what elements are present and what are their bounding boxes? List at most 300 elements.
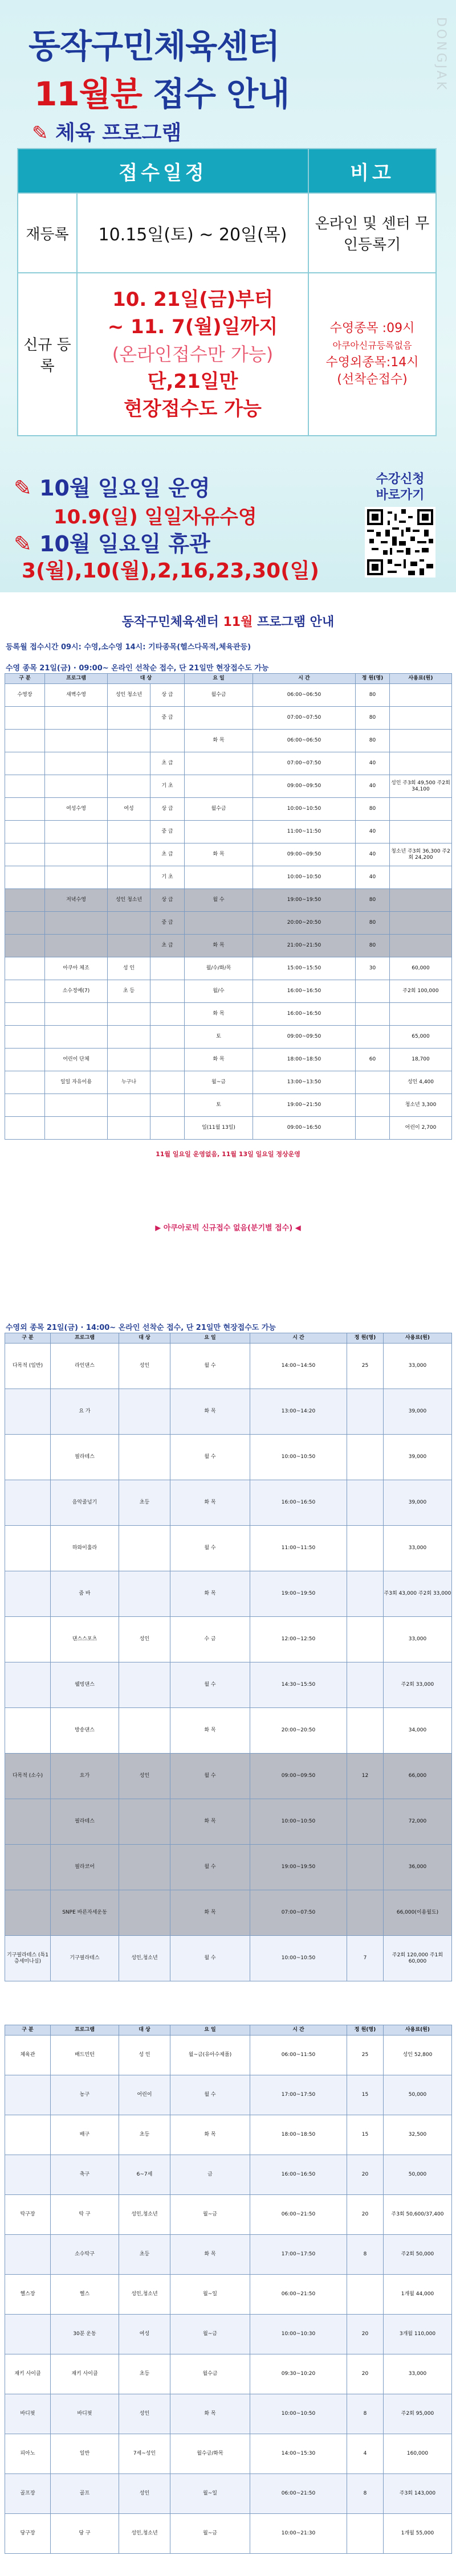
table-cell — [347, 1799, 384, 1845]
table-row — [5, 866, 452, 889]
table-cell — [5, 1117, 45, 1140]
table-cell: 성 인 — [108, 957, 150, 980]
table-cell: 배구 — [51, 2115, 119, 2155]
table-row — [5, 2474, 452, 2514]
table-cell: 월~금 — [170, 2514, 250, 2554]
re-registration-label: 재등록 — [18, 193, 77, 273]
table-cell: 화 목 — [170, 1890, 250, 1936]
table-cell — [45, 775, 108, 798]
holiday-note: 11월 일요일 운영없음, 11월 13일 일요일 정상운영 — [156, 1150, 300, 1158]
table-cell: 07:00~07:50 — [250, 1890, 347, 1936]
table-cell — [45, 843, 108, 866]
table-cell — [108, 866, 150, 889]
table-row — [5, 730, 452, 752]
table-cell: 10:00~10:50 — [250, 2394, 347, 2434]
table-cell — [347, 1389, 384, 1435]
table-row — [5, 1662, 452, 1708]
table-cell: 일반 — [51, 2434, 119, 2474]
table-cell: 성인 주3회 49,500 주2회 34,100 — [390, 775, 452, 798]
table-cell: 09:00~09:50 — [250, 1754, 347, 1799]
col-program: 프로그램 — [45, 674, 108, 684]
table-cell: 11:00~11:50 — [253, 821, 356, 843]
table-cell: 초등 — [119, 2115, 170, 2155]
table-cell: 20 — [347, 2155, 384, 2195]
sunday-closure-text: 10월 일요일 휴관 — [39, 531, 210, 556]
table-cell — [5, 1890, 51, 1936]
schedule-line-3: (온라인접수만 가능) — [112, 343, 274, 365]
table-cell: 15:00~15:50 — [253, 957, 356, 980]
table-row — [5, 1617, 452, 1662]
other-registration-notice: 수영외 종목 21일(금) · 14:00~ 온라인 선착순 접수, 단 21일만 현장접수도 가능 — [6, 1324, 276, 1332]
table-cell: 65,000 — [390, 1026, 452, 1049]
table-cell — [5, 1026, 45, 1049]
table-cell: 중 급 — [150, 707, 185, 730]
table-cell: 당구장 — [5, 2514, 51, 2554]
sports-program-table — [5, 2025, 452, 2554]
other-program-table — [5, 1333, 452, 1981]
table-cell: 12:00~12:50 — [250, 1617, 347, 1662]
table-cell: 성인,청소년 — [119, 2195, 170, 2235]
table-row — [5, 821, 452, 843]
table-cell: 상 급 — [150, 889, 185, 912]
table-cell: 토 — [185, 1026, 253, 1049]
table-cell: 여성 — [108, 798, 150, 821]
table-cell — [119, 1389, 170, 1435]
table-cell: 33,000 — [384, 1617, 452, 1662]
table-cell: 10:00~10:30 — [250, 2315, 347, 2354]
table-cell: 60 — [356, 1049, 390, 1071]
table-cell: 필라테스 — [51, 1799, 119, 1845]
table-row — [5, 2354, 452, 2394]
table-cell: 주2회 33,000 — [384, 1662, 452, 1708]
table-cell — [347, 1526, 384, 1571]
table-cell: 월/수 — [185, 980, 253, 1003]
new-registration-note — [308, 273, 436, 436]
table-cell — [108, 843, 150, 866]
table-cell: 20:00~20:50 — [253, 912, 356, 935]
table-cell: 06:00~21:50 — [250, 2275, 347, 2315]
table-row — [5, 2155, 452, 2195]
table-cell — [356, 1071, 390, 1094]
table-cell — [108, 1049, 150, 1071]
table-cell — [119, 1571, 170, 1617]
table-cell: 필라테스 — [51, 1435, 119, 1480]
table-cell — [5, 2115, 51, 2155]
table-cell — [347, 1708, 384, 1754]
table-cell — [150, 1094, 185, 1117]
table-cell: 누구나 — [108, 1071, 150, 1094]
table-cell: 33,000 — [384, 1526, 452, 1571]
table-cell: 다목적 (소수) — [5, 1754, 51, 1799]
table-row — [5, 1049, 452, 1071]
table-cell: 06:00~11:50 — [250, 2036, 347, 2075]
table-cell: 월~금 — [185, 1071, 253, 1094]
table-cell: 월 수 — [170, 1435, 250, 1480]
table-cell: 성인 청소년 — [108, 889, 150, 912]
table-cell — [150, 957, 185, 980]
table-cell — [108, 752, 150, 775]
table-cell: 월수금 — [185, 684, 253, 707]
table-cell: 주2회 95,000 — [384, 2394, 452, 2434]
table-row — [5, 2275, 452, 2315]
table-cell: 어린이 2,700 — [390, 1117, 452, 1140]
table-cell — [5, 912, 45, 935]
table-cell: 중 급 — [150, 821, 185, 843]
table-cell: 36,000 — [384, 1845, 452, 1890]
registration-times: 등록월 접수시간 09시: 수영,소수영 14시: 기타종목(헬스다목적,체육관등) — [6, 643, 251, 652]
col-fee: 사용료(원) — [384, 2025, 452, 2036]
table-cell: 소수탁구 — [51, 2235, 119, 2275]
table-cell — [45, 1117, 108, 1140]
table-cell: 10:00~10:50 — [250, 1799, 347, 1845]
table-row — [5, 889, 452, 912]
table-cell: 음악줄넘기 — [51, 1480, 119, 1526]
table-row — [5, 2075, 452, 2115]
table-cell — [5, 2155, 51, 2195]
table-cell: 19:00~19:50 — [253, 889, 356, 912]
table-cell: 필라코어 — [51, 1845, 119, 1890]
table-cell: 40 — [356, 821, 390, 843]
table-cell — [5, 843, 45, 866]
table-cell — [108, 1003, 150, 1026]
table-cell: 바디핏 — [5, 2394, 51, 2434]
table-cell: 80 — [356, 935, 390, 957]
table-cell: 초등 — [119, 1480, 170, 1526]
table-cell: 월 수 — [185, 889, 253, 912]
table-cell: 화 목 — [170, 2235, 250, 2275]
pin-icon: ✎ — [32, 122, 48, 145]
table-cell: 성 인 — [119, 2036, 170, 2075]
table-cell: 3개월 110,000 — [384, 2315, 452, 2354]
qr-shortcut[interactable] — [353, 472, 447, 578]
table-row — [5, 2315, 452, 2354]
table-row — [5, 775, 452, 798]
closure-dates: 3(월),10(월),2,16,23,30(일) — [22, 559, 319, 583]
table-cell — [5, 957, 45, 980]
table-cell: 14:00~15:30 — [250, 2434, 347, 2474]
col-program: 프로그램 — [51, 2025, 119, 2036]
table-cell: 09:00~16:50 — [253, 1117, 356, 1140]
qr-label-1: 수강신청 — [376, 472, 425, 486]
table-cell: 8 — [347, 2235, 384, 2275]
table-cell — [150, 1117, 185, 1140]
table-cell: 월 수 — [170, 1344, 250, 1389]
table-cell: 09:00~09:50 — [253, 1026, 356, 1049]
table-cell: 07:00~07:50 — [253, 752, 356, 775]
table-cell — [45, 866, 108, 889]
table-cell: 월~금 — [170, 2315, 250, 2354]
table-cell — [347, 1480, 384, 1526]
pin-icon: ✎ — [14, 531, 32, 556]
table-row — [5, 912, 452, 935]
table-cell — [347, 2514, 384, 2554]
table-row — [5, 798, 452, 821]
table-cell — [108, 1117, 150, 1140]
table-cell — [5, 1845, 51, 1890]
table-cell: 줌 바 — [51, 1571, 119, 1617]
table-cell: 80 — [356, 889, 390, 912]
col-target: 대 상 — [108, 674, 185, 684]
table-cell: 15 — [347, 2115, 384, 2155]
table-cell: 월 수 — [170, 2075, 250, 2115]
col-fee: 사용료(원) — [390, 674, 452, 684]
table-cell: 화 목 — [185, 730, 253, 752]
col-time: 시 간 — [253, 674, 356, 684]
table-cell: 16:00~16:50 — [250, 1480, 347, 1526]
table-cell — [5, 866, 45, 889]
swim-program-table — [5, 673, 452, 1140]
table-row — [5, 2036, 452, 2075]
table-cell: 축구 — [51, 2155, 119, 2195]
table-cell — [150, 730, 185, 752]
table-cell: 20 — [347, 2195, 384, 2235]
col-day: 요 일 — [170, 2025, 250, 2036]
table-cell — [5, 1662, 51, 1708]
table-cell: 11:00~11:50 — [250, 1526, 347, 1571]
table-cell: 34,000 — [384, 1708, 452, 1754]
table-cell: 골프장 — [5, 2474, 51, 2514]
table-cell — [108, 1026, 150, 1049]
table-cell: 댄스스포츠 — [51, 1617, 119, 1662]
table-cell: 18,700 — [390, 1049, 452, 1071]
table-cell: 30분 운동 — [51, 2315, 119, 2354]
table-cell: 성인,청소년 — [119, 1936, 170, 1981]
table-cell: 09:00~09:50 — [253, 843, 356, 866]
table-cell: 수 금 — [170, 1617, 250, 1662]
table-cell: 탁구장 — [5, 2195, 51, 2235]
table-cell — [45, 1026, 108, 1049]
table-cell — [5, 1571, 51, 1617]
table-cell: 일일 자유이용 — [45, 1071, 108, 1094]
table-cell: 10:00~21:30 — [250, 2514, 347, 2554]
table-cell: 월/수/화/목 — [185, 957, 253, 980]
table-cell: 80 — [356, 684, 390, 707]
table-cell: 14:00~14:50 — [250, 1344, 347, 1389]
table-cell: 화 목 — [170, 2115, 250, 2155]
schedule-line-4: 단,21일만 — [147, 370, 238, 393]
table-row — [5, 2514, 452, 2554]
table-cell — [185, 866, 253, 889]
table-cell: 8 — [347, 2394, 384, 2434]
table-cell — [108, 912, 150, 935]
re-registration-note: 온라인 및 센터 무인등록기 — [308, 193, 436, 273]
table-cell — [108, 821, 150, 843]
table-cell — [347, 2275, 384, 2315]
col-fee: 사용료(원) — [384, 1333, 452, 1344]
table-cell: 20:00~20:50 — [250, 1708, 347, 1754]
table-cell — [5, 2075, 51, 2115]
qr-label-2: 바로가기 — [376, 488, 425, 502]
table-cell: 12 — [347, 1754, 384, 1799]
table-cell: 기 초 — [150, 775, 185, 798]
table-cell: 19:00~19:50 — [250, 1845, 347, 1890]
table-cell: 33,000 — [384, 1344, 452, 1389]
table-cell — [356, 980, 390, 1003]
table-cell — [5, 821, 45, 843]
table-cell: 요 가 — [51, 1389, 119, 1435]
table-cell — [5, 1071, 45, 1094]
registration-table — [17, 148, 437, 436]
table-row — [5, 1936, 452, 1981]
table-cell: SNPE 바른자세운동 — [51, 1890, 119, 1936]
table-cell: 화 목 — [170, 1799, 250, 1845]
qr-code-icon[interactable] — [365, 507, 435, 578]
table-row — [5, 684, 452, 707]
table-cell: 66,000 — [384, 1754, 452, 1799]
table-cell: 청소년 주3회 36,300 주2회 24,200 — [390, 843, 452, 866]
table-cell: 주3회 143,000 — [384, 2474, 452, 2514]
table-cell — [108, 730, 150, 752]
table-cell: 성인,청소년 — [119, 2514, 170, 2554]
table-cell: 화 목 — [185, 843, 253, 866]
table-cell: 기구필라테스 (특1층세미나실) — [5, 1936, 51, 1981]
table-row — [5, 1389, 452, 1435]
table-cell — [45, 912, 108, 935]
table-cell: 80 — [356, 707, 390, 730]
table-cell — [5, 2315, 51, 2354]
table-cell — [45, 752, 108, 775]
vertical-brand: DONGJAK — [434, 17, 448, 92]
table-cell — [5, 798, 45, 821]
table-cell: 성인 — [119, 2474, 170, 2514]
table-cell: 80 — [356, 912, 390, 935]
table-cell — [390, 752, 452, 775]
program-title-b: 프로그램 안내 — [253, 615, 335, 629]
table-cell: 어린이 — [119, 2075, 170, 2115]
table-cell: 40 — [356, 866, 390, 889]
table-cell: 13:00~13:50 — [253, 1071, 356, 1094]
table-cell: 월~일 — [170, 2275, 250, 2315]
table-cell: 피아노 — [5, 2434, 51, 2474]
header-note: 비고 — [308, 149, 436, 193]
table-cell — [119, 1890, 170, 1936]
table-row — [5, 1117, 452, 1140]
table-cell — [390, 684, 452, 707]
table-cell — [5, 730, 45, 752]
table-cell: 저녁수영 — [45, 889, 108, 912]
announcement-poster — [0, 0, 456, 592]
table-cell: 33,000 — [384, 2354, 452, 2394]
table-row — [5, 1754, 452, 1799]
table-cell — [119, 1662, 170, 1708]
table-cell: 18:00~18:50 — [250, 2115, 347, 2155]
schedule-line-2: ~ 11. 7(월)일까지 — [107, 316, 278, 338]
table-cell: 32,500 — [384, 2115, 452, 2155]
col-program: 프로그램 — [51, 1333, 119, 1344]
table-cell: 중 급 — [150, 912, 185, 935]
table-cell — [45, 707, 108, 730]
table-cell: 80 — [356, 798, 390, 821]
table-cell: 7세~성인 — [119, 2434, 170, 2474]
table-cell: 소수정예(7) — [45, 980, 108, 1003]
table-cell — [390, 912, 452, 935]
table-row — [5, 1526, 452, 1571]
table-cell — [5, 1435, 51, 1480]
table-cell: 7 — [347, 1936, 384, 1981]
swim-registration-notice: 수영 종목 21일(금) · 09:00~ 온라인 선착순 접수, 단 21일만 현장접수도 가능 — [6, 664, 269, 673]
table-cell — [119, 1526, 170, 1571]
pin-icon: ✎ — [14, 476, 32, 501]
table-cell — [119, 1708, 170, 1754]
table-cell: 화 목 — [185, 1003, 253, 1026]
col-time: 시 간 — [250, 2025, 347, 2036]
table-cell: 헬스장 — [5, 2275, 51, 2315]
table-cell — [45, 1094, 108, 1117]
table-cell: 성인 청소년 — [108, 684, 150, 707]
schedule-line-1: 10. 21일(금)부터 — [112, 288, 273, 311]
table-cell — [347, 1662, 384, 1708]
table-cell: 월 수 — [170, 1662, 250, 1708]
col-target: 대 상 — [119, 2025, 170, 2036]
table-cell — [108, 1094, 150, 1117]
table-cell — [5, 1003, 45, 1026]
table-cell: 16:00~16:50 — [250, 2155, 347, 2195]
table-cell: 아쿠아 체조 — [45, 957, 108, 980]
table-cell — [390, 866, 452, 889]
table-cell: 10:00~10:50 — [250, 1435, 347, 1480]
table-row — [5, 2394, 452, 2434]
table-cell: 초 급 — [150, 843, 185, 866]
table-row — [5, 1094, 452, 1117]
table-cell — [150, 1071, 185, 1094]
table-cell: 10:00~10:50 — [253, 798, 356, 821]
table-cell: 여성수영 — [45, 798, 108, 821]
table-cell: 월~일 — [170, 2474, 250, 2514]
header-schedule: 접수일정 — [18, 149, 308, 193]
table-cell — [45, 730, 108, 752]
table-cell — [185, 821, 253, 843]
table-cell — [45, 821, 108, 843]
table-cell: 헬스 — [51, 2275, 119, 2315]
table-cell: 바디핏 — [51, 2394, 119, 2434]
col-day: 요 일 — [170, 1333, 250, 1344]
table-cell — [347, 1845, 384, 1890]
table-cell: 160,000 — [384, 2434, 452, 2474]
table-cell — [5, 1049, 45, 1071]
table-cell: 06:00~21:50 — [250, 2474, 347, 2514]
col-category: 구 분 — [5, 1333, 51, 1344]
table-row — [5, 1071, 452, 1094]
table-row — [5, 1435, 452, 1480]
table-row — [5, 1890, 452, 1936]
table-cell: 72,000 — [384, 1799, 452, 1845]
table-cell: 화 목 — [170, 2394, 250, 2434]
table-cell — [45, 1003, 108, 1026]
table-row — [5, 2115, 452, 2155]
schedule-line-5: 현장접수도 가능 — [124, 398, 262, 420]
table-cell: 웰빙댄스 — [51, 1662, 119, 1708]
free-swim-day: 10.9(일) 일일자유수영 — [54, 506, 257, 529]
table-cell — [347, 1571, 384, 1617]
table-cell: 금 — [170, 2155, 250, 2195]
table-cell: 50,000 — [384, 2155, 452, 2195]
table-cell: 4 — [347, 2434, 384, 2474]
table-row — [5, 980, 452, 1003]
table-cell — [390, 821, 452, 843]
table-row — [5, 843, 452, 866]
table-cell: 골프 — [51, 2474, 119, 2514]
table-cell — [150, 1026, 185, 1049]
table-cell: 새벽수영 — [45, 684, 108, 707]
table-cell: 30 — [356, 957, 390, 980]
table-cell — [150, 1049, 185, 1071]
aqua-notice-link[interactable]: ▶ 아쿠아로빅 신규접수 없음(분기별 접수) ◀ — [155, 1224, 301, 1232]
table-cell: 주2회 120,000 주1회 60,000 — [384, 1936, 452, 1981]
section-title — [32, 117, 181, 146]
table-cell: 초등 — [119, 2354, 170, 2394]
table-cell: 39,000 — [384, 1435, 452, 1480]
note-line-4: (선착순접수) — [337, 372, 408, 387]
